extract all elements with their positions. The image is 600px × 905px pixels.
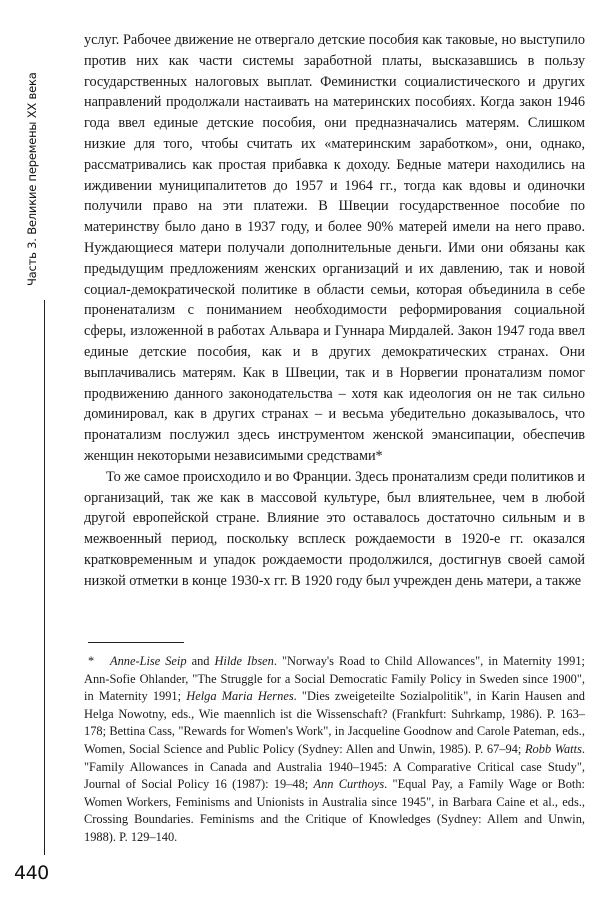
paragraph-1: услуг. Рабочее движение не отвергало детские пособия как таковые, но выступило против них как части системы заработной платы, высказавшись в пользу государственных налоговых выплат. Феминистки социалистического и других направлений продолжали настаивать на материнских пособиях. Когда закон 1946 года ввел единые детские пособия, они предназначались матерям. Слишком низкие для того, чтобы считать их «материнским заработком», они, однако, рассматривались как простая прибавка к доходу. Бедные матери находились на иждивении муниципалитетов до 1957 и 1964 гг., тогда как вдовы и одиночки получили право на эти платежи. В Швеции государственное пособие по материнству было дано в 1937 году, и более 90% матерей имели на него право. Нуждающиеся матери получали дополнительные деньги. Ими они обязаны как предыдущим предложениям женских организаций и их давлению, так и новой социал-демократической политике в области семьи, которая объединила в себе проненатализм с пониманием необходимости реформирования социальной сферы, изложенной в работах Альвара и Гуннара Мирдалей. Закон 1947 года ввел единые детские пособия, как и в других демократических странах. Они выплачивались матерям. Как в Швеции, так и в Норвегии пронатализм помог продвижению данного законодательства – хотя как идеология он не так сильно доминировал, как в других странах – и весьма убедительно доказывалось, что пронатализм послужил здесь инструментом женской эмансипации, обеспечив женщин некоторыми независимыми средствами* (84, 32, 585, 464)
footnote-author: Hilde Ibsen (214, 654, 274, 668)
footnote-separator (88, 642, 184, 643)
footnote-author: Ann Curthoys (313, 777, 385, 792)
footnote-text: . "Dies zweigeteilte Sozialpolitik", in Karin Hausen and Helga Nowotny, eds., Wie maennlich ist die Wissenschaft? (Frankfurt: Suhrkamp, 1986). P. 163–178; Bettina Cass, "Rewards for Women's Work", in Jacqueline Goodnow and Carole Pateman, eds., Women, Social Science and Public Policy (Sydney: Allen and Unwin, 1985). P. 67–94; (84, 689, 585, 756)
footnote (84, 653, 585, 847)
running-header-text: Часть 3. Великие перемены XX века (25, 72, 39, 286)
footnote-text: and (186, 654, 215, 668)
footnote-author: Robb Watts (524, 741, 582, 756)
paragraph-2: То же самое происходило и во Франции. Здесь пронатализм среди политиков и организаций, так же как в массовой культуре, был влиятельнее, чем в любой другой европейской стране. Влияние это оставалось достаточно сильным и в межвоенный период, поскольку всплеск рождаемости в 1920-е гг. оказался кратковременным и упадок рождаемости продолжился, достигнув своей самой низкой отметки в конце 1930-х гг. В 1920 году был учрежден день матери, а также (84, 468, 585, 589)
running-header (24, 36, 40, 286)
footnote-marker: * (88, 654, 95, 668)
page-number: 440 (14, 862, 49, 884)
body-text (84, 30, 585, 592)
footnote-author: Anne-Lise Seip (110, 654, 187, 668)
footnote-author: Helga Maria Hernes (186, 689, 294, 704)
footnote-text: . "Equal Pay, a Family Wage or Both: Women Workers, Feminisms and Unionists in Australia since 1945", in Barbara Caine et al., eds., Crossing Boundaries. Feminisms and the Critique of Knowledges (Sydney: Allem and Unwin, 1988). P. 129–140. (84, 777, 586, 844)
footnote-text: . "Family Allowances in Canada and Australia 1940–1945: A Comparative Critical case Study", Journal of Social Policy 16 (1987): 19–48; (84, 741, 585, 792)
footnote-text: . "Norway's Road to Child Allowances", in Maternity 1991; Ann-Sofie Ohlander, "The Struggle for a Social Democratic Family Policy in Sweden since 1900", in Maternity 1991; (84, 654, 585, 704)
margin-rule (44, 300, 45, 855)
